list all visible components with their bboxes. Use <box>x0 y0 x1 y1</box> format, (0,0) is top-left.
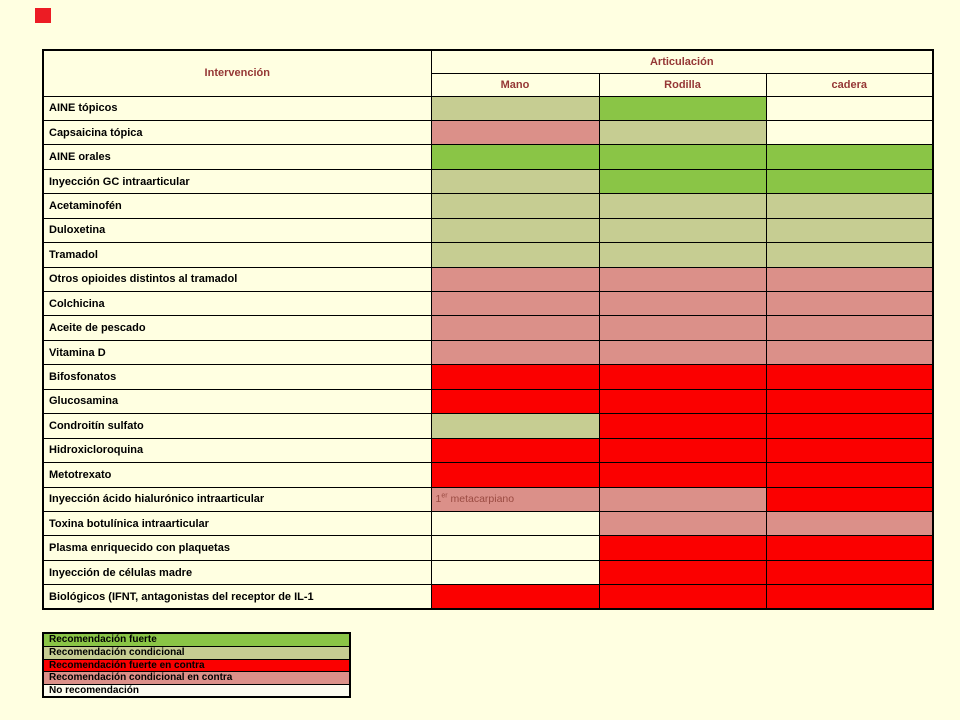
recommendation-cell-strong-against <box>431 365 599 389</box>
recommendation-cell-conditional-against <box>599 292 766 316</box>
table-row <box>43 438 933 462</box>
recommendation-cell-conditional <box>599 243 766 267</box>
column-group-header-joint: Articulación <box>431 50 933 73</box>
recommendation-cell-conditional-against <box>599 316 766 340</box>
recommendation-cell-conditional-against <box>431 292 599 316</box>
intervention-label: Aceite de pescado <box>43 316 431 340</box>
intervention-label: AINE tópicos <box>43 96 431 120</box>
intervention-label: Colchicina <box>43 292 431 316</box>
cell-annotation: 1er metacarpiano <box>435 492 515 506</box>
table-row <box>43 414 933 438</box>
recommendation-cell-none <box>431 511 599 535</box>
table-row <box>43 169 933 193</box>
recommendation-cell-conditional <box>431 194 599 218</box>
recommendation-cell-conditional <box>431 169 599 193</box>
header-row-group <box>43 50 933 73</box>
table-row <box>43 340 933 364</box>
recommendation-cell-strong-against <box>766 414 933 438</box>
table-row <box>43 120 933 144</box>
legend-item-none: No recomendación <box>44 684 349 696</box>
table-row <box>43 463 933 487</box>
recommendation-cell-conditional-against <box>766 316 933 340</box>
recommendation-cell-strong-against <box>431 585 599 609</box>
recommendation-cell-conditional <box>599 218 766 242</box>
intervention-label: Bifosfonatos <box>43 365 431 389</box>
table-row <box>43 194 933 218</box>
recommendation-cell-strong-against <box>766 560 933 584</box>
recommendation-cell-conditional <box>431 218 599 242</box>
recommendation-cell-strong-against <box>766 438 933 462</box>
column-header-hip: cadera <box>766 73 933 96</box>
table-row <box>43 511 933 535</box>
intervention-label: Acetaminofén <box>43 194 431 218</box>
recommendation-cell-strong-against <box>599 365 766 389</box>
intervention-label: Tramadol <box>43 243 431 267</box>
intervention-label: Inyección de células madre <box>43 560 431 584</box>
recommendation-cell-strong-against <box>766 389 933 413</box>
table-row <box>43 560 933 584</box>
recommendation-cell-strong-against <box>431 389 599 413</box>
recommendation-cell-strong-against <box>599 560 766 584</box>
recommendation-cell-strong-against <box>766 463 933 487</box>
recommendation-cell-strong-against <box>766 487 933 511</box>
legend-item-strong: Recomendación fuerte <box>44 634 349 646</box>
recommendation-cell-conditional-against <box>599 511 766 535</box>
recommendation-cell-conditional-against <box>766 511 933 535</box>
recommendation-cell-strong-against <box>766 536 933 560</box>
table-row <box>43 487 933 511</box>
intervention-label: Biológicos (IFNT, antagonistas del receptor de IL-1 <box>43 585 431 609</box>
intervention-label: Condroitín sulfato <box>43 414 431 438</box>
recommendation-cell-strong-against <box>766 585 933 609</box>
intervention-label: Hidroxicloroquina <box>43 438 431 462</box>
recommendation-cell-strong <box>766 169 933 193</box>
recommendation-cell-none <box>766 120 933 144</box>
table-row <box>43 389 933 413</box>
intervention-label: Duloxetina <box>43 218 431 242</box>
recommendation-cell-strong <box>766 145 933 169</box>
intervention-label: Vitamina D <box>43 340 431 364</box>
recommendation-cell-strong-against <box>599 585 766 609</box>
recommendation-cell-conditional-against <box>766 292 933 316</box>
recommendation-cell-strong-against <box>599 389 766 413</box>
recommendation-cell-conditional-against <box>431 316 599 340</box>
recommendation-cell-conditional <box>599 120 766 144</box>
column-header-intervention: Intervención <box>43 50 431 96</box>
recommendation-cell-none <box>431 560 599 584</box>
recommendation-cell-conditional-against <box>599 487 766 511</box>
table-row <box>43 292 933 316</box>
red-square-marker <box>35 8 51 23</box>
recommendation-cell-strong-against <box>599 438 766 462</box>
legend <box>42 632 351 698</box>
recommendation-cell-conditional-against <box>766 267 933 291</box>
recommendation-cell-conditional-against <box>431 267 599 291</box>
intervention-label: Plasma enriquecido con plaquetas <box>43 536 431 560</box>
recommendation-cell-conditional <box>599 194 766 218</box>
intervention-label: Metotrexato <box>43 463 431 487</box>
table-row <box>43 536 933 560</box>
table-row <box>43 96 933 120</box>
table-header <box>43 50 933 96</box>
recommendation-cell-conditional-against <box>599 340 766 364</box>
recommendations-table <box>42 49 934 610</box>
recommendation-cell-strong-against <box>599 414 766 438</box>
table-row <box>43 218 933 242</box>
recommendation-cell-conditional <box>766 194 933 218</box>
recommendation-cell-strong <box>431 145 599 169</box>
table-row <box>43 316 933 340</box>
recommendation-cell-conditional <box>766 243 933 267</box>
recommendation-cell-conditional-against <box>599 267 766 291</box>
intervention-label: Glucosamina <box>43 389 431 413</box>
recommendation-cell-conditional-against <box>431 487 599 511</box>
recommendation-cell-conditional-against <box>431 120 599 144</box>
recommendation-cell-conditional-against <box>431 340 599 364</box>
intervention-label: Otros opioides distintos al tramadol <box>43 267 431 291</box>
table-row <box>43 243 933 267</box>
recommendation-cell-strong-against <box>599 536 766 560</box>
intervention-label: Toxina botulínica intraarticular <box>43 511 431 535</box>
column-header-hand: Mano <box>431 73 599 96</box>
intervention-label: Inyección GC intraarticular <box>43 169 431 193</box>
recommendation-cell-strong-against <box>599 463 766 487</box>
recommendation-cell-strong <box>599 169 766 193</box>
recommendation-cell-strong <box>599 96 766 120</box>
legend-item-conditional-against: Recomendación condicional en contra <box>44 671 349 683</box>
recommendation-cell-none <box>431 536 599 560</box>
recommendation-cell-none <box>766 96 933 120</box>
intervention-label: Inyección ácido hialurónico intraarticular <box>43 487 431 511</box>
table-row <box>43 365 933 389</box>
recommendation-cell-conditional <box>431 243 599 267</box>
recommendation-cell-conditional <box>766 218 933 242</box>
recommendation-cell-conditional <box>431 96 599 120</box>
table-row <box>43 585 933 609</box>
recommendation-cell-strong-against <box>766 365 933 389</box>
recommendation-cell-strong <box>599 145 766 169</box>
column-header-knee: Rodilla <box>599 73 766 96</box>
recommendation-cell-conditional-against <box>766 340 933 364</box>
table-row <box>43 145 933 169</box>
intervention-label: Capsaicina tópica <box>43 120 431 144</box>
recommendation-cell-strong-against <box>431 438 599 462</box>
table-body <box>43 96 933 609</box>
intervention-label: AINE orales <box>43 145 431 169</box>
recommendation-cell-conditional <box>431 414 599 438</box>
table-row <box>43 267 933 291</box>
legend-item-conditional: Recomendación condicional <box>44 646 349 658</box>
legend-item-strong-against: Recomendación fuerte en contra <box>44 659 349 671</box>
recommendation-cell-strong-against <box>431 463 599 487</box>
